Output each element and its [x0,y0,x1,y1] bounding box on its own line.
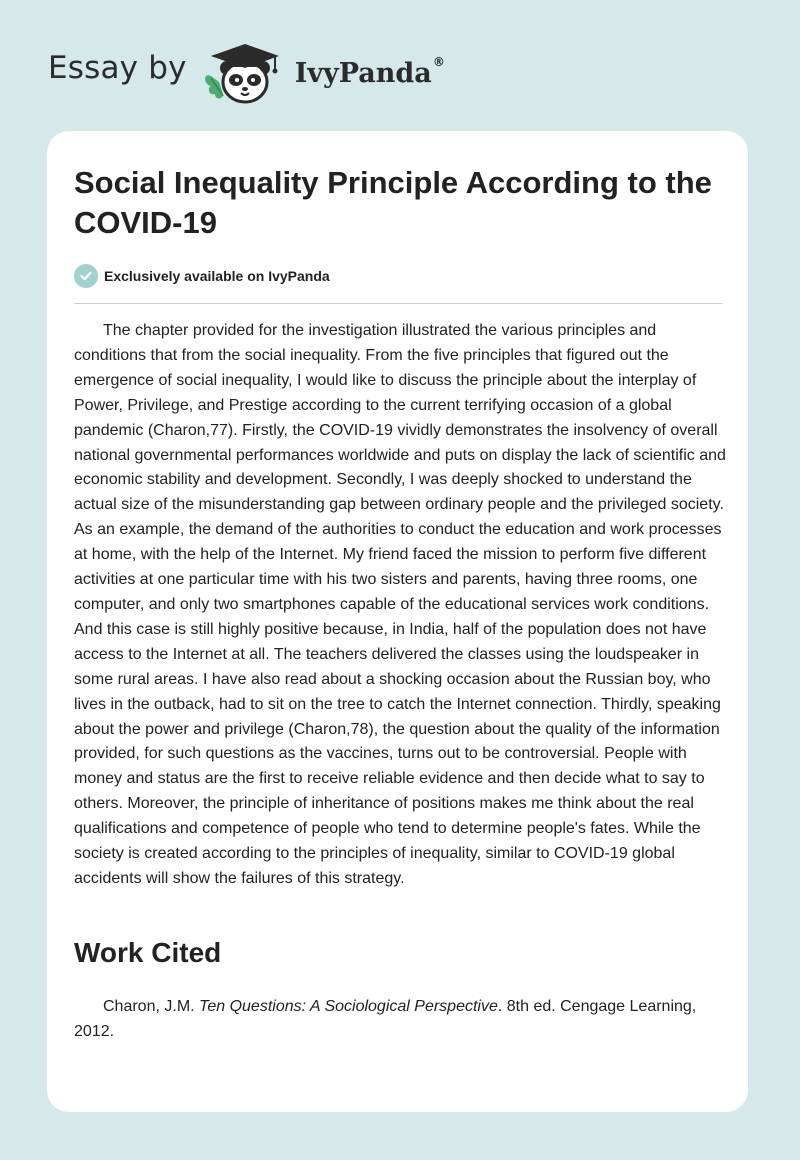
exclusive-badge [74,263,330,289]
page-title: Social Inequality Principle According to the COVID-19 [74,165,712,240]
works-cited-heading: Work Cited [74,937,222,968]
check-circle-icon [74,264,98,288]
citation-book-title: Ten Questions: A Sociological Perspective [199,998,498,1015]
site-header-logo[interactable] [48,36,445,108]
title-divider [74,303,723,304]
panda-graduate-logo-icon [201,36,293,108]
citation-author: Charon, J.M. [103,998,200,1015]
exclusive-badge-text: Exclusively available on IvyPanda [104,268,330,284]
brand-prefix: Essay by [48,50,187,86]
brand-name: IvyPanda [294,57,432,89]
essay-card [47,131,748,1112]
registered-mark: ® [432,55,445,69]
essay-body-paragraph: The chapter provided for the investigation illustrated the various principles and conditions that from the social inequality. From the five principles that figured out the emergence of social inequality, I would like to discuss the principle about the interplay of Power, Privilege, and Prestige according to the current terrifying occasion of a global pandemic (Charon,77). Firstly, the COVID-19 vividly demonstrates the insolvency of overall national governmental performances worldwide and puts on display the lack of scientific and economic stability and development. Secondly, I was deeply shocked to understand the actual size of the misunderstanding gap between ordinary people and the privileged society. As an example, the demand of the authorities to conduct the education and work processes at home, with the help of the Internet. My friend faced the mission to perform five different activities at one particular time with his two sisters and parents, having three rooms, one computer, and only two smartphones capable of the educational services work conditions. And this case is still highly positive because, in India, half of the population does not have access to the Internet at all. The teachers delivered the classes using the loudspeaker in some rural areas. I have also read about a shocking occasion about the Russian boy, who lives in the outback, had to sit on the tree to catch the Internet connection. Thirdly, speaking about the power and privilege (Charon,78), the question about the quality of the information provided, for such questions as the vaccines, turns out to be controversial. People with money and status are the first to receive reliable evidence and then decide what to say to others. Moreover, the principle of inheritance of positions makes me think about the real qualifications and competence of people who tend to determine people's fates. While the society is created according to the principles of inequality, similar to COVID-19 global accidents will show the failures of this strategy. [74,322,726,887]
citation-entry [74,994,714,1044]
citation-publication: . 8th ed. Cengage Learning, 2012. [74,998,697,1040]
